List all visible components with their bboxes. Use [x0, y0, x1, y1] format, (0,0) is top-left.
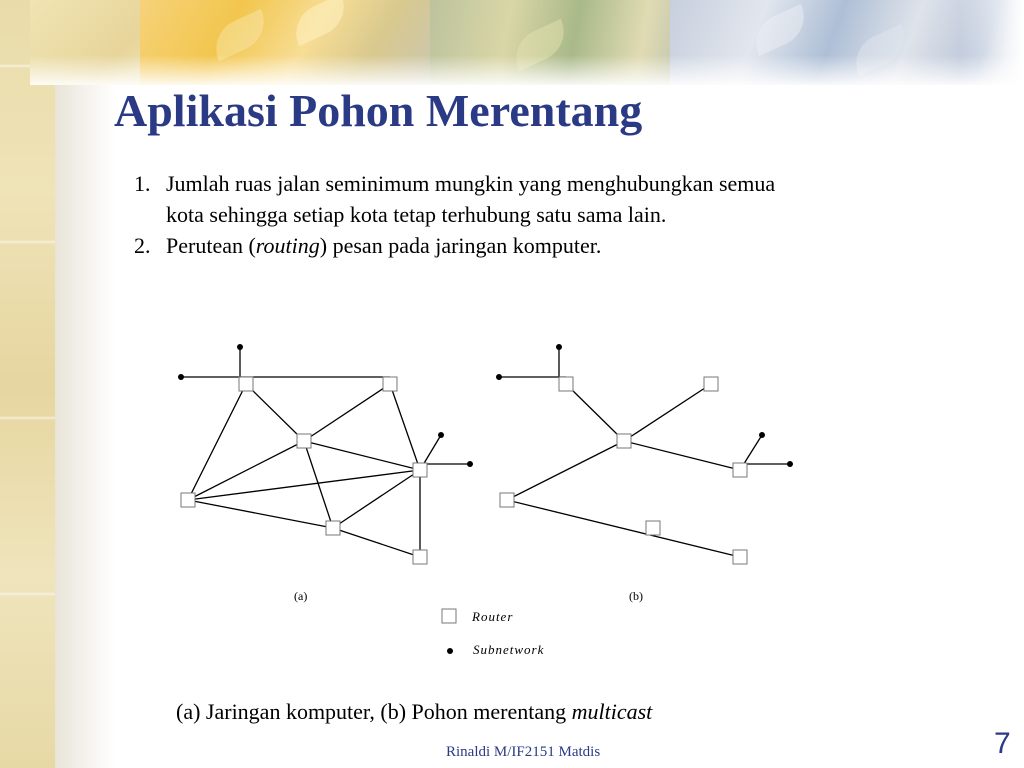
router-icon	[733, 550, 747, 564]
figure-label-a: (a)	[294, 589, 308, 603]
subnetwork-icon	[556, 344, 562, 350]
network-a-subnetworks	[178, 344, 473, 467]
subnetwork-icon	[237, 344, 243, 350]
router-icon	[181, 493, 195, 507]
legend-subnetwork-icon	[447, 648, 453, 654]
list-text: Perutean (routing) pesan pada jaringan komputer.	[166, 233, 602, 258]
router-icon	[500, 493, 514, 507]
list-number: 2.	[134, 233, 151, 258]
slide-title: Aplikasi Pohon Merentang	[114, 85, 643, 136]
legend-subnetwork-label: Subnetwork	[473, 642, 545, 657]
network-b-routers	[500, 377, 747, 564]
subnetwork-icon	[759, 432, 765, 438]
router-icon	[326, 521, 340, 535]
network-b-subnetworks	[496, 344, 793, 467]
figure-label-b: (b)	[629, 589, 643, 603]
footer-author: Rinaldi M/IF2151 Matdis	[446, 744, 601, 760]
router-icon	[413, 550, 427, 564]
caption-italic: multicast	[571, 699, 653, 724]
router-icon	[733, 463, 747, 477]
subnetwork-icon	[178, 374, 184, 380]
subnetwork-icon	[467, 461, 473, 467]
subnetwork-icon	[496, 374, 502, 380]
router-icon	[239, 377, 253, 391]
router-icon	[559, 377, 573, 391]
router-icon	[383, 377, 397, 391]
subnetwork-icon	[438, 432, 444, 438]
italic-term: routing	[255, 233, 320, 258]
router-icon	[704, 377, 718, 391]
network-b-edges	[499, 347, 790, 557]
router-icon	[617, 434, 631, 448]
legend-router-icon	[442, 609, 456, 623]
router-icon	[297, 434, 311, 448]
figure-caption: (a) Jaringan komputer, (b) Pohon merentang multicast	[176, 699, 653, 724]
list-number: 1.	[134, 171, 151, 196]
router-icon	[413, 463, 427, 477]
page-number: 7	[994, 727, 1011, 760]
router-icon	[646, 521, 660, 535]
network-a-routers	[181, 377, 427, 564]
subnetwork-icon	[787, 461, 793, 467]
list-text: Jumlah ruas jalan seminimum mungkin yang menghubungkan semua kota sehingga setiap kota tetap terhubung satu sama lain.	[166, 171, 776, 227]
legend-router-label: Router	[472, 609, 514, 624]
